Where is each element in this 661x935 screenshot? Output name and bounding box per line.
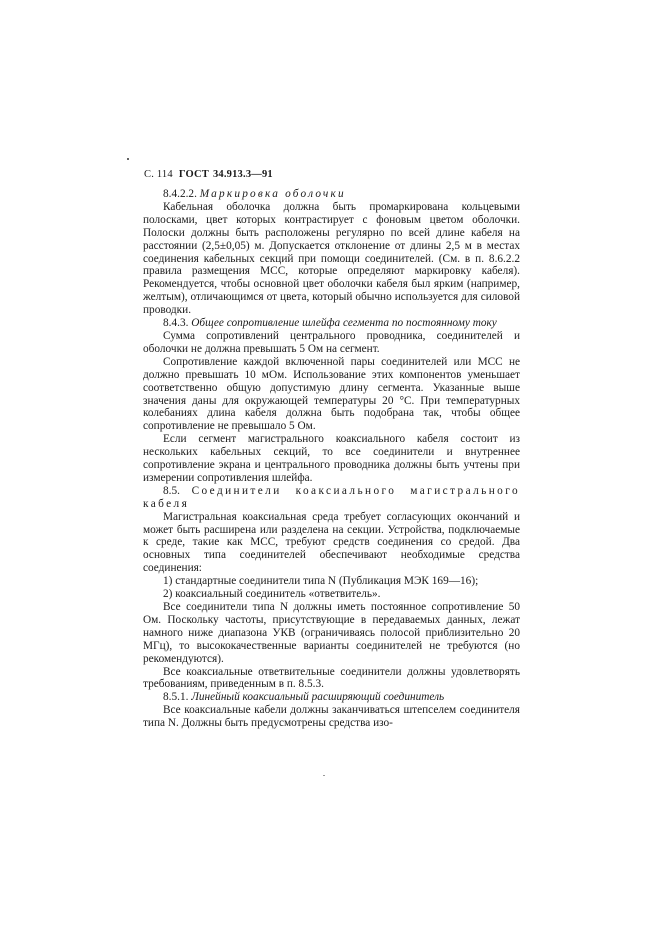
section-title: Маркировка оболочки bbox=[199, 188, 346, 200]
section-number: 8.5.1. bbox=[163, 691, 189, 704]
section-number: 8.5. bbox=[163, 484, 180, 497]
section-title: Соединители коаксиального магистрального кабеля bbox=[143, 484, 520, 510]
page-header bbox=[144, 169, 273, 180]
section-heading-8-4-3 bbox=[143, 317, 520, 330]
paragraph-tap-connectors: Все коаксиальные ответвительные соединители должны удовлетворять требованиям, приведенным в п. 8.5.3. bbox=[143, 665, 520, 691]
paragraph-connector-resistance: Сопротивление каждой включенной пары соединителей или МСС не должно превышать 10 мОм. Использование этих компонентов уменьшает соответственно общую допустимую длину сегмента. Указанные выше значения даны для окружающей температуры 20 °С. При температурных колебаниях длина кабеля должна быть подобрана так, чтобы общее сопротивление не превышало 5 Ом. bbox=[143, 355, 520, 433]
section-heading-8-5 bbox=[143, 485, 520, 511]
paragraph-linear-connector: Все коаксиальные кабели должны заканчиваться штепселем соединителя типа N. Должны быть предусмотрены средства изо- bbox=[143, 704, 520, 730]
standard-number: 34.913.3—91 bbox=[212, 169, 273, 180]
section-heading-8-4-2-2 bbox=[143, 188, 520, 201]
body-text bbox=[143, 188, 520, 730]
paragraph-coax-medium: Магистральная коаксиальная среда требует согласующих окончаний и может быть расширена или разделена на секции. Устройства, подключаемые к среде, такие как МСС, требуют средств соединения со средой. Два основных типа соединителей обеспечивают необходимые средства соединения: bbox=[143, 510, 520, 575]
paragraph-segment-sections: Если сегмент магистрального коаксиального кабеля состоит из нескольких кабельных секций, то все соединители и внутреннее сопротивление экрана и центрального проводника должны быть учтены при измерении сопротивления шлейфа. bbox=[143, 433, 520, 484]
section-heading-8-5-1 bbox=[143, 691, 520, 704]
list-item-2: 2) коаксиальный соединитель «ответвитель». bbox=[163, 588, 381, 601]
page-number: С. 114 bbox=[144, 169, 173, 180]
section-number: 8.4.3. bbox=[163, 317, 189, 330]
paragraph-type-n: Все соединители типа N должны иметь постоянное сопротивление 50 Ом. Поскольку частоты, присутствующие в передаваемых данных, лежат намного ниже диапазона УКВ (ограничиваясь полосой приблизительно 20 МГц), то высококачественные варианты соединителей не требуются (но рекомендуются). bbox=[143, 601, 520, 665]
stray-speck bbox=[323, 775, 325, 776]
section-title: Общее сопротивление шлейфа сегмента по постоянному току bbox=[191, 317, 497, 330]
paragraph-resistance-sum: Сумма сопротивлений центрального проводника, соединителей и оболочки не должна превышать 5 Ом на сегмент. bbox=[143, 329, 520, 355]
section-number: 8.4.2.2. bbox=[163, 188, 197, 200]
section-title: Линейный коаксиальный расширяющий соединитель bbox=[191, 691, 445, 704]
standard-label: ГОСТ bbox=[178, 169, 209, 180]
paragraph-marking: Кабельная оболочка должна быть промаркирована кольцевыми полосками, цвет которых контрастирует с фоновым цветом оболочки. Полоски должны быть расположены регулярно по всей длине кабеля на расстоянии (2,5±0,05) м. Допускается отклонение от длины 2,5 м в местах соединения кабельных секций при помощи соединителей. (См. в п. 8.6.2.2 правила размещения МСС, которые определяют маркировку кабеля). Рекомендуется, чтобы основной цвет оболочки кабеля был ярким (например, желтым), отличающимся от цвета, который обычно используется для силовой проводки. bbox=[143, 200, 520, 317]
list-item-1: 1) стандартные соединители типа N (Публикация МЭК 169—16); bbox=[163, 575, 479, 588]
stray-mark bbox=[127, 158, 129, 160]
